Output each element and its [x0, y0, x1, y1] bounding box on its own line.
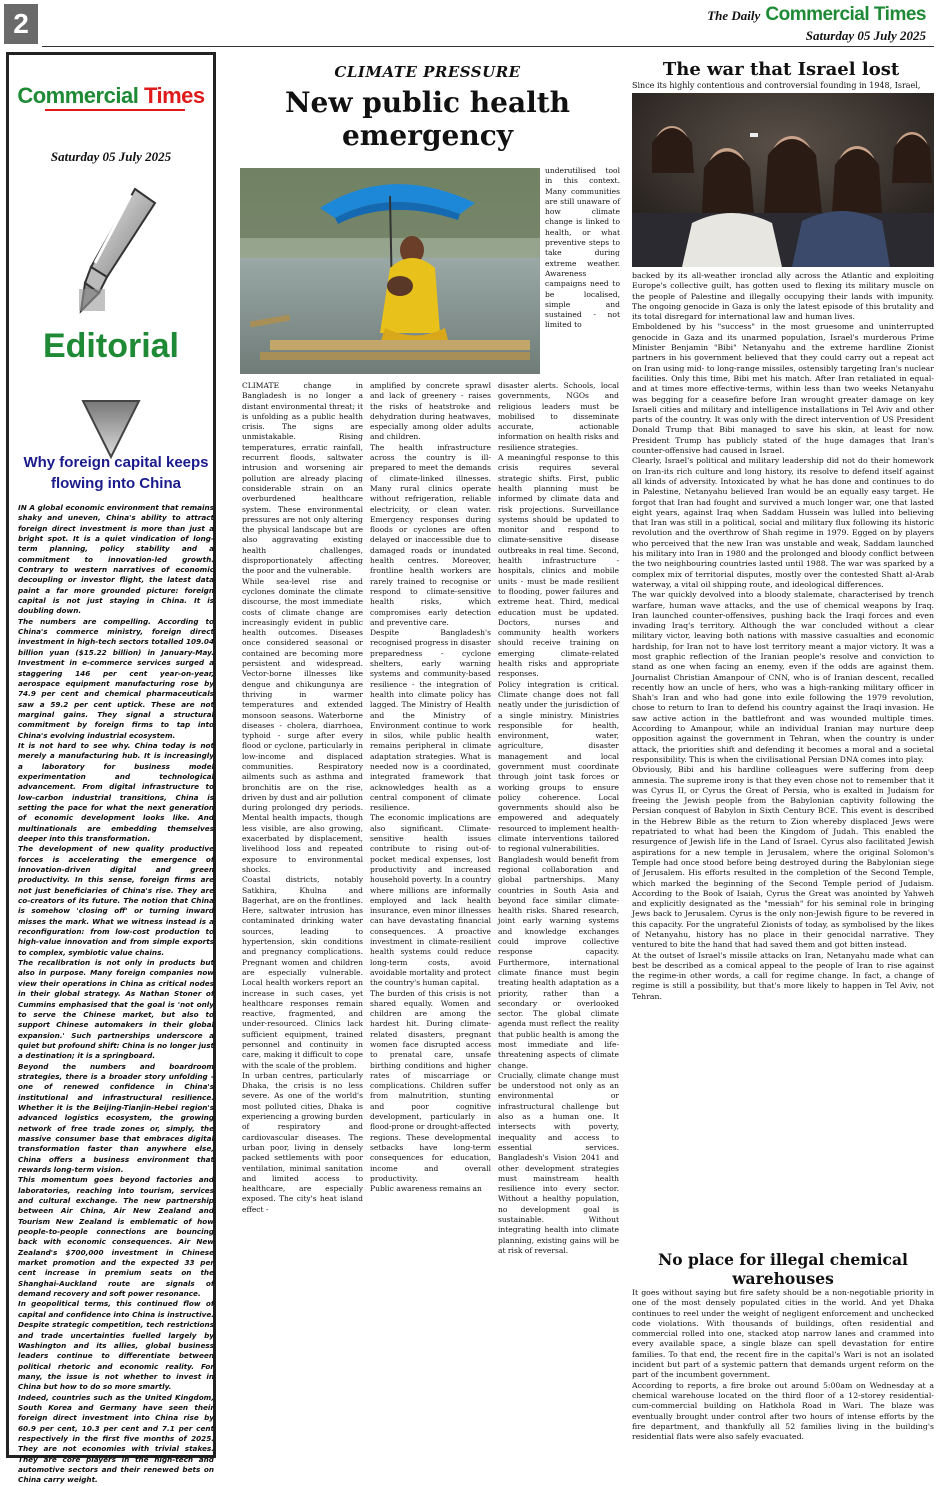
editorial-paragraph: This momentum goes beyond factories and laboratories, reaching into tourism, services and cultural exchange. The new partnership between Air China, Air New Zealand and Tourism New Zealand is emblematic of how people-to-people connections are bouncing back with economic consequences. Air New Zealand's $700,000 investment in Chinese market promotion and the expected 33 per cent increase in premium seats on the Shanghai-Auckland route are signals of demand recovery and soft power resonance.	[18, 1175, 214, 1299]
masthead-prefix: The Daily	[707, 8, 761, 23]
israel-paragraph: Clearly, Israel's political and military leadership did not do their homework on Iran-its rich culture and long history, its resolve to defend itself against all kinds of adversity. Intoxicated by what he has done and continues to do in Palestine, Netanyahu believed Iran would be an equally easy target. He forgot that Iran had fought and survived a much longer war, one that lasted eight years, against Iraq when Saddam Hussein was lulled into believing that Iran was still in a political, social and military flux following its historic revolution and the overthrow of Shah regime in 1979. Egged on by players who perceived that the new Iran was unstable and weak, Saddam launched his military into Iran in 1980 and the prolonged and bloody conflict between the two neighbouring countries lasted until 1988. The war was sparked by a complex mix of territorial disputes, mostly over the contested Shatt al-Arab waterway, a vital oil shipping route, and ideological differences.	[632, 456, 934, 589]
climate-column-3	[498, 381, 619, 1451]
header-rule	[42, 46, 934, 47]
editorial-paragraph: Indeed, countries such as the United Kingdom, South Korea and Germany have seen their foreign direct investment into China rise by 60.9 per cent, 10.3 per cent and 7.1 per cent respectively in the first five months of 2025. They are not economies with trivial stakes. They are core players in the high-tech and automotive sectors and their renewed bets on China carry weight.	[18, 1392, 214, 1485]
sidebar-date: Saturday 05 July 2025	[50, 149, 172, 164]
climate-column-0	[545, 166, 620, 376]
masthead	[707, 4, 926, 44]
chemical-paragraph: It goes without saying but fire safety should be a non-negotiable priority in one of the most densely populated cities in the world. And yet Dhaka continues to reel under the weight of negligent enforcement and unchecked code violations. With thousands of buildings, often residential and commercial rolled into one, stacked atop narrow lanes and crammed into every available space, a single blaze can spell devastation for entire families. To that end, the recent fire in the capital's Wari is not an isolated incident but part of a systemic pattern that demands urgent reform on the part of the incumbent government.	[632, 1288, 934, 1380]
climate-paragraph: Policy integration is critical. Climate change does not fall neatly under the jurisdiction of a single ministry. Ministries responsible for health, environment, water, agriculture, disaster management and local government must coordinate through joint task forces or working groups to ensure policy coherence. Local governments should also be empowered and adequately resourced to implement health-climate interventions tailored to regional vulnerabilities.	[498, 679, 619, 854]
climate-paragraph: The economic implications are also significant. Climate-sensitive health issues contribute to rising out-of-pocket medical expenses, lost productivity and increased household poverty. In a country where millions are informally employed and lack health insurance, even minor illnesses can have devastating financial consequences. A proactive investment in climate-resilient health systems could reduce long-term costs, avoid avoidable mortality and protect the country's human capital.	[370, 813, 491, 988]
israel-paragraph: The war quickly devolved into a bloody stalemate, characterised by trench warfare, human wave attacks, and the use of chemical weapons by Iraq. Iran launched counter-offensives, pushing back the Iraqi forces and even invading Iraq's territory. Although the war concluded without a clear military victor, leaving both nations with massive casualties and economic hardship, for Iran not to have lost territory meant a major victory. It was a most graphic reflection of the Iranian people's resolve and conviction to stand as one when facing an enemy, even if the odds are against them. Journalist Christian Amanpour of CNN, who is of Iranian descent, recalled recently how an uncle of hers, who was a high-ranking military officer in Shah's Iran and who had gone into exile following the 1979 revolution, chose to return to Iran to defend his country against the Iraqi invasion. He saw active action in the battlefront and was wounded multiple times. According to Amanpour, while an individual Iranian may nurture deep opposition against the government in Tehran, when the country is under attack, the priorities shift and defending it becomes a moral and a societal responsibility. This is when the civilisational Persian DNA comes into play.	[632, 590, 934, 764]
sidebar-logo: Commercial Times	[17, 83, 205, 108]
page-number: 2	[4, 4, 38, 44]
editorial-paragraph: In geopolitical terms, this continued flow of capital and confidence into China is instructive. Despite strategic competition, tech restrictions and trade uncertainties fuelled largely by Washington and its allies, global business leaders continue to differentiate between political rhetoric and economic reality. For many, the issue is not whether to invest in China but how to do so more smartly.	[18, 1299, 214, 1392]
chemical-headline: No place for illegal chemical warehouses	[658, 1250, 908, 1288]
masthead-date: Saturday 05 July 2025	[805, 28, 926, 43]
editorial-paragraph: IN A global economic environment that remains shaky and uneven, China's ability to attract foreign direct investment is more than just a bright spot. It is a quiet vindication of long-term planning, policy stability and a commitment to innovation-led growth. Contrary to western narratives of economic decoupling or investor flight, the latest data paint a far more grounded picture: foreign capital is not just staying in China. It is doubling down.	[18, 503, 214, 616]
climate-paragraph: In urban centres, particularly Dhaka, the crisis is no less severe. As one of the world's most polluted cities, Dhaka is experiencing a growing burden of respiratory and cardiovascular diseases. The urban poor, living in densely packed settlements with poor ventilation, minimal sanitation and limited access to healthcare, are especially exposed. The city's heat island effect -	[242, 1070, 363, 1214]
climate-paragraph: The burden of this crisis is not shared equally. Women and children are among the hardest hit. During climate-related disasters, pregnant women face disrupted access to prenatal care, unsafe birthing conditions and higher rates of miscarriage or complications. Children suffer from malnutrition, stunting and poor cognitive development, particularly in flood-prone or drought-affected regions. These developmental setbacks have long-term consequences for education, income and overall productivity.	[370, 988, 491, 1183]
climate-kicker: CLIMATE PRESSURE	[334, 63, 521, 81]
israel-paragraph: Obviously, Bibi and his hardline colleagues were suffering from deep amnesia. The supreme irony is that they even chose not to remember that it was Cyrus II, or Cyrus the Great of Persia, who is exalted in Judaism for freeing the Jewish people from the Babylonian captivity following the Persian conquest of Babylon in Sixth Century BCE. This event is described in the Hebrew Bible as the return to Zion whereby displaced Jews were repatriated to what had been the Kingdom of Judah. This enabled the resurgence of Jewish life in the Land of Israel. Cyrus also facilitated Jewish aspirations for a new temple in Jerusalem, where the original Solomon's Temple had once stood before being destroyed during the Babylonian siege of Jerusalem. His efforts resulted in the completion of the Second Temple, which marked the beginning of the Second Temple period of Judaism. According to the Book of Isaiah, Cyrus the Great was anointed by Yahweh and explicitly designated as the "messiah" for his seminal role in bringing Jews back to Jerusalem. Cyrus is the only non-Jewish figure to be revered in this capacity. For the ungrateful Zionists of today, as symbolised by the likes of Netanyahu, history has no place in their genocidal narrative. They ventured to bite the hand that had saved them and got bitten instead.	[632, 765, 934, 950]
fountain-pen-icon	[73, 185, 163, 315]
climate-paragraph: Coastal districts, notably Satkhira, Khulna and Bagerhat, are on the frontlines. Here, saltwater intrusion has contaminated drinking water sources, leading to hypertension, skin conditions and pregnancy complications. Pregnant women and children are especially vulnerable. Local health workers report an increase in such cases, yet healthcare responses remain reactive, fragmented, and under-resourced. Clinics lack sufficient equipment, trained personnel and continuity in care, making it difficult to cope with the scale of the problem.	[242, 875, 363, 1070]
editorial-paragraph: Beyond the numbers and boardroom strategies, there is a broader story unfolding - one of renewed confidence in China's institutional and infrastructural resilience. Whether it is the Beijing-Tianjin-Hebei region's advanced logistics ecosystem, the growing network of free trade zones or, simply, the massive consumer base that embraces digital transformation faster than anywhere else, China offers a business environment that rewards long-term vision.	[18, 1061, 214, 1174]
climate-column-1	[242, 381, 363, 1451]
climate-paragraph: Public awareness remains an	[370, 1184, 482, 1194]
masthead-title: Commercial Times	[765, 4, 926, 25]
chemical-paragraph: According to reports, a fire broke out around 5:00am on Wednesday at a chemical warehouse located on the third floor of a 12-storey residential-cum-commercial building on Hatkhola Road in Wari. The blaze was eventually brought under control after two hours of intense efforts by the fire department, and thankfully all 52 families living in the building's residential flats were also safely evacuated.	[632, 1380, 934, 1442]
flood-photo	[240, 168, 540, 374]
crowd-photo	[632, 93, 934, 267]
climate-paragraph: The health infrastructure across the country is ill-prepared to meet the demands of climate-linked illnesses. Many rural clinics operate without refrigeration, reliable electricity, or clean water. Emergency responses during floods or cyclones are often delayed or inaccessible due to damaged roads or inundated health centres. Moreover, frontline health workers are rarely trained to recognise or respond to climate-sensitive health risks, which compromises early detection and preventive care.	[370, 442, 491, 627]
editorial-paragraph: The recalibration is not only in products but also in purpose. Many foreign companies now view their operations in China as critical nodes in their global strategy. As Nathan Stoner of Cummins emphasised that the goal is 'not only to serve the Chinese market, but also to support Chinese automakers in their global expansion.' Such partnerships underscore a quiet but profound shift: China is no longer just a destination; it is a springboard.	[18, 958, 214, 1061]
israel-body	[632, 271, 934, 1248]
israel-paragraph: Emboldened by his "success" in the most gruesome and uninterrupted genocide in Gaza and its unarmed population, Israel's murderous Prime Minister Benjamin "Bibi" Netanyahu and the extreme hardline Zionist partners in his government believed that they could carry out a repeat act on Iran using mid- to long-range missiles, ostensibly targeting Iran's nuclear facilities. Only this time, Bibi met his match. After Iran retaliated in equal-and at times more effective-terms, within less than two weeks Netanyahu was begging for a ceasefire before Iran wrought greater damage on key Israeli cities and military and intelligence installations in Tel Aviv and other parts of the country. It was only with the direct intervention of US President Donald Trump that Bibi managed to save his skin, at least for now. President Trump has publicly stated of the huge damages that Iran's counter-offensive had caused in Israel.	[632, 322, 934, 456]
logo-underline	[45, 109, 185, 111]
climate-column-2	[370, 381, 491, 1451]
sidebar-body	[18, 503, 214, 1485]
israel-headline: The war that Israel lost	[662, 59, 900, 80]
sidebar-headline: Why foreign capital keeps flowing into China	[23, 454, 209, 492]
sidebar-branding	[11, 57, 211, 469]
climate-headline: New public health emergency	[284, 86, 571, 152]
israel-subline: Since its highly contentious and controversial founding in 1948, Israel,	[632, 81, 921, 90]
climate-paragraph: CLIMATE change in Bangladesh is no longer a distant environmental threat; it is unfolding as a public health crisis. The signs are unmistakable. Rising temperatures, erratic rainfall, recurrent floods, saltwater intrusion and worsening air pollution are already placing considerable strain on an overburdened healthcare system. These environmental pressures are not only altering the physical landscape but are also aggravating existing health challenges, disproportionately affecting the poor and the vulnerable.	[242, 381, 363, 576]
israel-paragraph: At the outset of Israel's missile attacks on Iran, Netanyahu made what can best be described as a comical appeal to the people of Iran to rise against the regime-in other words, a call for regime change. In fact, a change of regime is still a possibility, but that's more likely to happen in Tel Aviv, not Tehran.	[632, 950, 934, 1001]
climate-paragraph: underutilised tool in this context. Many communities are still unaware of how climate change is linked to health, or what preventive steps to take during extreme weather. Awareness campaigns need to be localised, simple and sustained - not limited to	[545, 166, 620, 330]
israel-paragraph: backed by its all-weather ironclad ally across the Atlantic and exploiting Europe's collective guilt, has gotten used to flexing its military muscle on the people of Palestine and illegally occupying their lands with impunity. The ongoing genocide in Gaza is only the latest episode of this brutality and its total disregard for international law and human lives.	[632, 271, 934, 322]
editorial-paragraph: The numbers are compelling. According to China's commerce ministry, foreign direct investment in high-tech sectors totalled 109.04 billion yuan ($15.22 billion) in January-May. Investment in e-commerce services surged a staggering 146 per cent year-on-year, aerospace equipment manufacturing rose by 74.9 per cent and chemical pharmaceuticals saw a 59.2 per cent uptick. These are not marginal gains. They signal a structural commitment by foreign firms to tap into China's evolving industrial ecosystem.	[18, 616, 214, 740]
climate-paragraph: amplified by concrete sprawl and lack of greenery - raises the risks of heatstroke and dehydration during heatwaves, especially among older adults and children.	[370, 381, 491, 442]
chemical-body	[632, 1288, 934, 1453]
editorial-paragraph: The development of new quality productive forces is accelerating the emergence of innovation-driven digital and green productivity. In this sense, foreign firms are not just beneficiaries of China's rise. They are co-creators of its future. The notion that China is somehow 'closing off' or turning inward misses the mark. What we witness instead is a reconfiguration: from low-cost production to high-value innovation and from simple exports to complex, symbiotic value chains.	[18, 844, 214, 957]
climate-paragraph: Despite Bangladesh's recognised progress in disaster preparedness - cyclone shelters, early warning systems and community-based resilience - the integration of health into climate policy has lagged. The Ministry of Health and the Ministry of Environment continue to work in silos, while public health remains peripheral in climate adaptation strategies. What is needed now is a coordinated, integrated framework that acknowledges health as a central component of climate resilience.	[370, 628, 491, 813]
climate-paragraph: Bangladesh would benefit from regional collaboration and global partnerships. Many countries in South Asia and beyond face similar climate-health risks. Shared research, joint early warning systems and knowledge exchanges could improve collective response capacity. Furthermore, international climate finance must begin treating health adaptation as a priority, rather than a secondary or overlooked sector. The global climate agenda must reflect the reality that public health is among the most immediate and life-threatening aspects of climate change.	[498, 854, 619, 1070]
climate-paragraph: A meaningful response to this crisis requires several strategic shifts. First, public health planning must be informed by climate data and risk projections. Surveillance systems should be updated to monitor and respond to climate-sensitive disease outbreaks in real time. Second, health infrastructure - hospitals, clinics and mobile units - must be made resilient to flooding, power failures and extreme heat. Third, medical education must be updated. Doctors, nurses and community health workers should receive training on emerging climate-related health risks and appropriate responses.	[498, 453, 619, 679]
climate-paragraph: disaster alerts. Schools, local governments, NGOs and religious leaders must be mobilised to disseminate accurate, actionable information on health risks and resilience strategies.	[498, 381, 619, 452]
climate-paragraph: While sea-level rise and cyclones dominate the climate discourse, the most immediate costs of climate change are increasingly evident in public health outcomes. Diseases once considered seasonal or contained are becoming more persistent and widespread. Vector-borne illnesses like dengue and chikungunya are thriving in warmer temperatures and extended monsoon seasons. Waterborne diseases - cholera, diarrhoea, typhoid - surge after every flood or cyclone, particularly in low-income and displaced communities. Respiratory ailments such as asthma and bronchitis are on the rise, driven by dust and air pollution during prolonged dry periods. Mental health impacts, though less visible, are also growing, exacerbated by displacement, livelihood loss and repeated exposure to environmental shocks.	[242, 576, 363, 874]
climate-paragraph: Crucially, climate change must be understood not only as an environmental or infrastructural challenge but also as a human one. It intersects with poverty, inequality and access to essential services. Bangladesh's Vision 2041 and other development strategies must mainstream health resilience into every sector. Without a healthy population, no development goal is sustainable. Without integrating health into climate planning, existing gains will be at risk of reversal.	[498, 1070, 619, 1255]
section-title: Editorial	[42, 327, 180, 365]
editorial-paragraph: It is not hard to see why. China today is not merely a manufacturing hub. It is increasingly a laboratory for business model experimentation and technological advancement. From digital infrastructure to low-carbon industrial transitions, China is setting the pace for what the next generation of economic development looks like. And multinationals are embedding themselves deeper into this transformation.	[18, 740, 214, 843]
